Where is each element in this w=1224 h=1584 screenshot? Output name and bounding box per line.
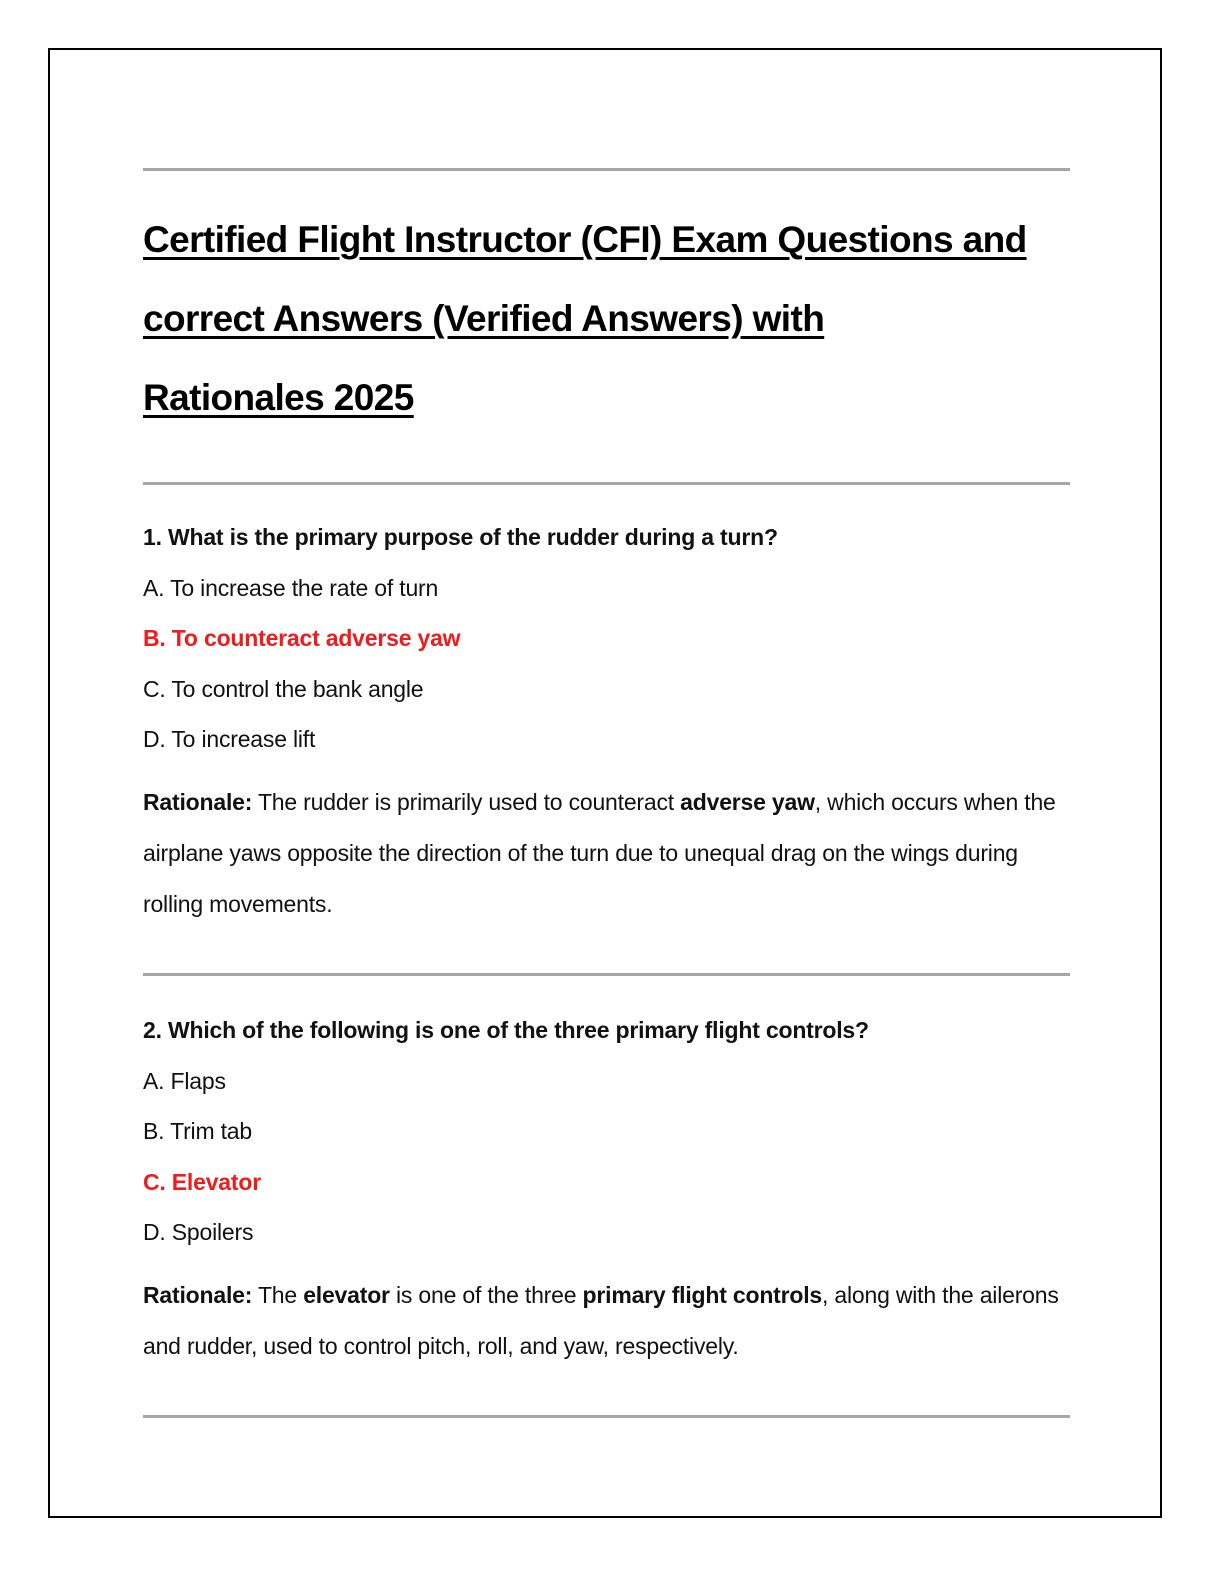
- answer-option-b: B. Trim tab: [143, 1118, 252, 1144]
- answer-option-a: A. Flaps: [143, 1067, 226, 1094]
- divider-after-title: [143, 482, 1070, 485]
- rationale: [143, 1270, 1073, 1372]
- page-title: [143, 200, 1083, 437]
- title-line-2: correct Answers (Verified Answers) with: [143, 298, 825, 339]
- rationale-label: Rationale:: [143, 788, 253, 815]
- question-block-2: [143, 1005, 1083, 1372]
- rationale: [143, 777, 1073, 930]
- divider-bottom: [143, 1415, 1070, 1418]
- answer-option-b-correct: B. To counteract adverse yaw: [143, 625, 461, 651]
- rationale-text: is one of the three: [389, 1281, 583, 1308]
- divider-top: [143, 168, 1070, 171]
- question-text: 1. What is the primary purpose of the rudder during a turn?: [143, 524, 778, 550]
- title-line-3: Rationales 2025: [143, 377, 414, 418]
- rationale-label: Rationale:: [143, 1281, 253, 1308]
- question-block-1: [143, 512, 1083, 930]
- rationale-emphasis: elevator: [303, 1281, 390, 1308]
- answer-option-d: D. Spoilers: [143, 1219, 254, 1245]
- rationale-text: The rudder is primarily used to counteract: [252, 788, 681, 815]
- answer-option-a: A. To increase the rate of turn: [143, 574, 439, 601]
- question-text: 2. Which of the following is one of the three primary flight controls?: [143, 1017, 869, 1043]
- answer-option-c: C. To control the bank angle: [143, 675, 424, 702]
- rationale-emphasis: adverse yaw: [680, 788, 815, 815]
- rationale-emphasis: primary flight controls: [582, 1281, 823, 1308]
- rationale-text: , which occurs when the airplane yaws opposite the direction of the turn due to unequal drag on the wings during rolling movements.: [143, 788, 1056, 917]
- title-line-1: Certified Flight Instructor (CFI) Exam Questions and: [143, 219, 1027, 260]
- rationale-text: The: [252, 1281, 304, 1308]
- answer-option-d: D. To increase lift: [143, 726, 316, 752]
- divider-after-q1: [143, 973, 1070, 976]
- answer-option-c-correct: C. Elevator: [143, 1168, 261, 1195]
- rationale-text: , along with the ailerons and rudder, used to control pitch, roll, and yaw, respectively.: [143, 1281, 1059, 1359]
